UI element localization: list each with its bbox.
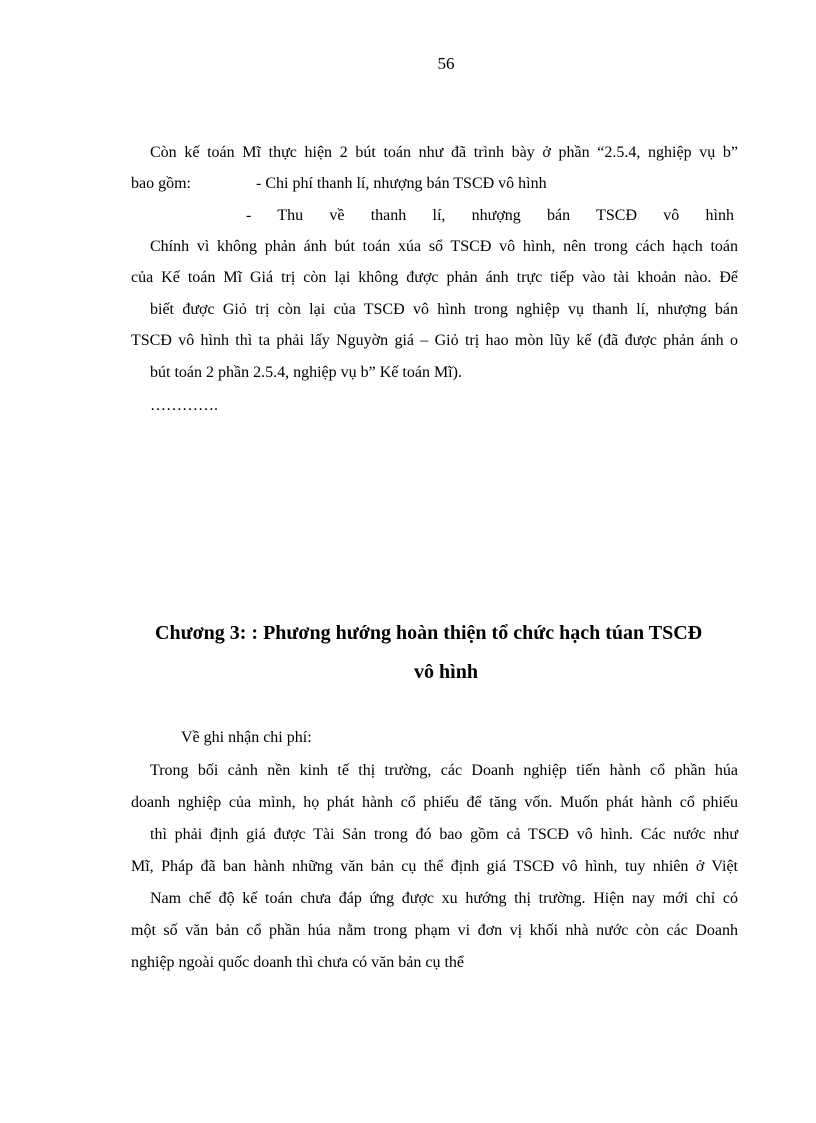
chapter-title: Chương 3: : Phương hướng hoàn thiện tổ chức hạch túan TSCĐ — [155, 622, 703, 644]
paragraph-line: bút toán 2 phần 2.5.4, nghiệp vụ b” Kế toán Mĩ). — [150, 364, 462, 381]
paragraph-line: của Kế toán Mĩ Giá trị còn lại không được phản ánh trực tiếp vào tài khoản nào. Để — [131, 269, 738, 286]
paragraph-line: Nam chế độ kế toán chưa đáp ứng được xu hướng thị trường. Hiện nay mới chỉ có — [150, 890, 738, 907]
paragraph-line: TSCĐ vô hình thì ta phải lấy Nguyờn giá – Giỏ trị hao mòn lũy kế (đã được phản ánh o — [131, 332, 738, 349]
paragraph-line: Chính vì không phản ánh bút toán xúa sổ TSCĐ vô hình, nên trong cách hạch toán — [150, 238, 738, 255]
chapter-title-continued: vô hình — [414, 661, 478, 683]
section-heading: Về ghi nhận chi phí: — [181, 729, 312, 746]
paragraph-line: thì phải định giá được Tài Sản trong đó bao gồm cả TSCĐ vô hình. Các nước như — [150, 826, 738, 843]
paragraph-line: bao gồm: — [131, 175, 191, 192]
paragraph-line: nghiệp ngoài quốc doanh thì chưa có văn bản cụ thể — [131, 954, 465, 971]
list-item: - Thu về thanh lí, nhượng bán TSCĐ vô hình — [246, 207, 734, 224]
paragraph-line: doanh nghiệp của mình, họ phát hành cổ phiếu để tăng vốn. Muốn phát hành cổ phiếu — [131, 794, 738, 811]
paragraph-line: Còn kế toán Mĩ thực hiện 2 bút toán như đã trình bày ở phần “2.5.4, nghiệp vụ b” — [150, 144, 738, 161]
list-item: - Chi phí thanh lí, nhượng bán TSCĐ vô hình — [256, 175, 547, 192]
paragraph-line: Trong bối cảnh nền kinh tế thị trường, các Doanh nghiệp tiến hành cổ phần húa — [150, 762, 738, 779]
ellipsis: …………. — [150, 397, 218, 414]
page-number: 56 — [437, 54, 455, 73]
paragraph-line: Mĩ, Pháp đã ban hành những văn bản cụ thể định giá TSCĐ vô hình, tuy nhiên ở Việt — [131, 858, 738, 875]
paragraph-line: biết được Giỏ trị còn lại của TSCĐ vô hình trong nghiệp vụ thanh lí, nhượng bán — [150, 301, 738, 318]
paragraph-line: một số văn bản cổ phần húa nằm trong phạm vi đơn vị khối nhà nước còn các Doanh — [131, 922, 738, 939]
